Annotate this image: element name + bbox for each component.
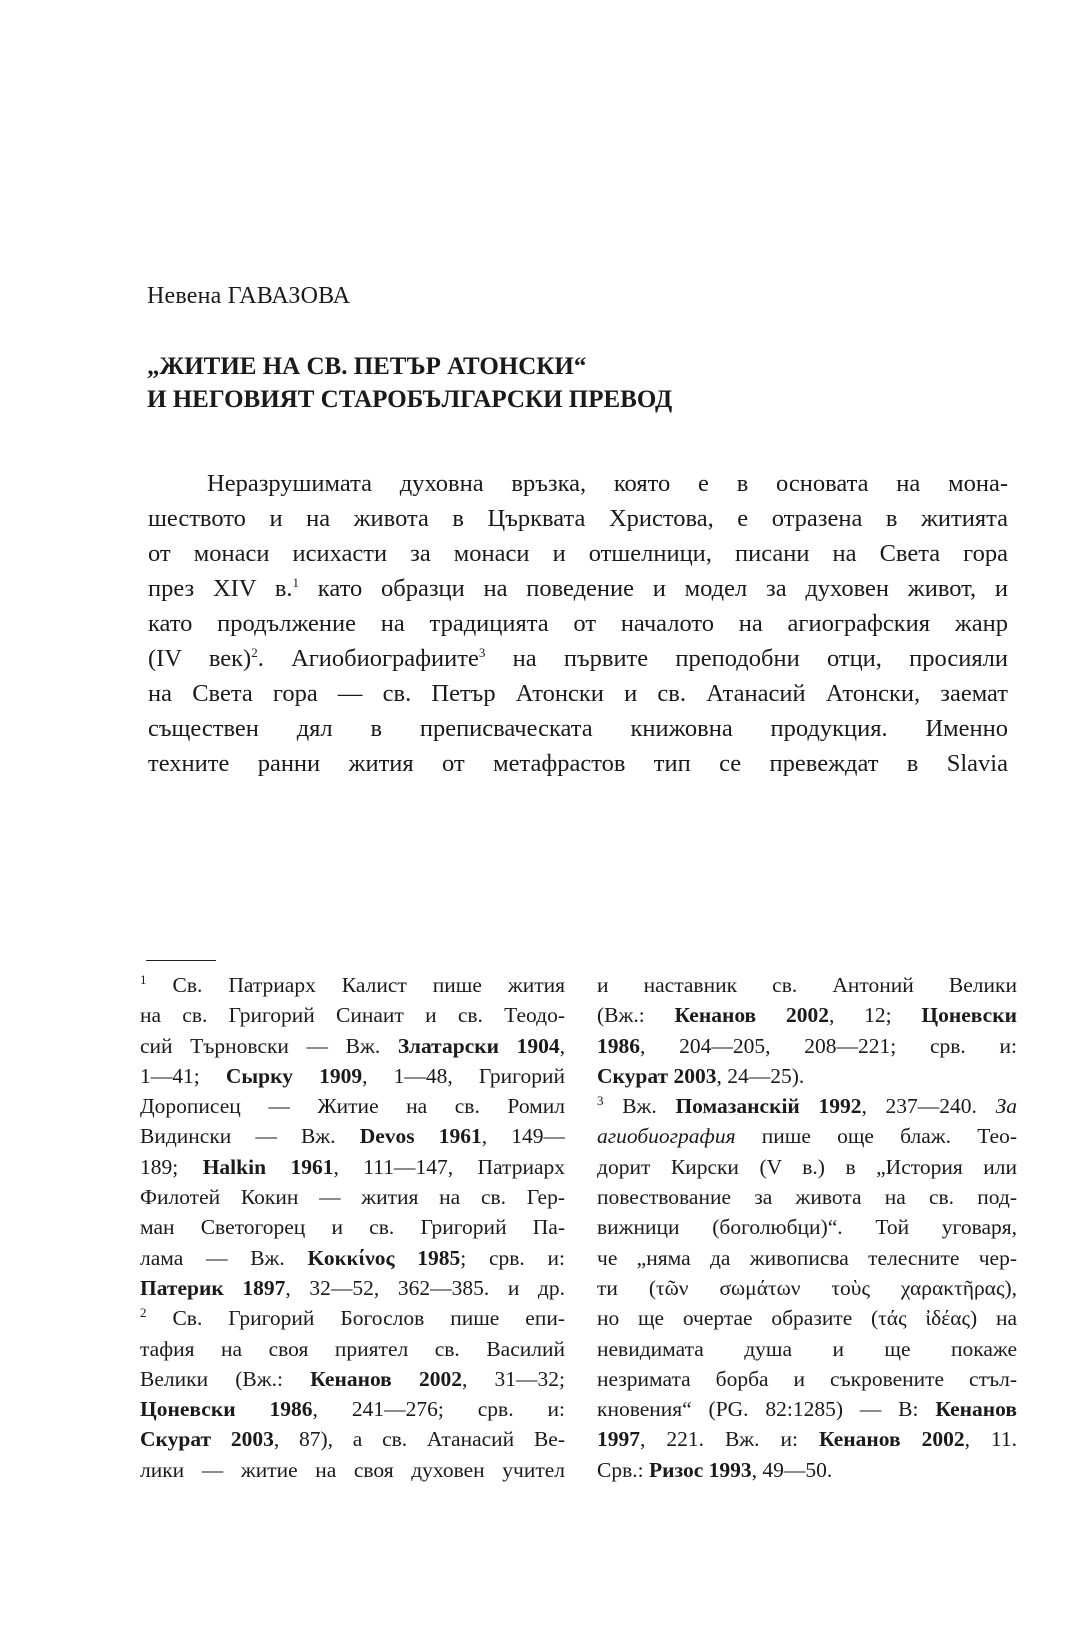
footnote-2-line: лики — житие на своя духовен учител bbox=[140, 1457, 565, 1482]
footnote-3-line: повествование за живота на св. под- bbox=[597, 1185, 1017, 1210]
footnote-divider bbox=[146, 960, 216, 961]
footnote-1-line: Патерик 1897, 32—52, 362—385. и др. bbox=[140, 1275, 565, 1300]
footnote-1-line: ман Светогорец и св. Григорий Па- bbox=[140, 1215, 565, 1240]
body-line-2: шеството и на живота в Църквата Христова, е отразена в житията bbox=[148, 505, 1008, 532]
footnote-1-line: на св. Григорий Синаит и св. Теодо- bbox=[140, 1003, 565, 1028]
footnote-2-line: и наставник св. Антоний Велики bbox=[597, 973, 1017, 997]
footnotes-right-column bbox=[597, 970, 1017, 1485]
footnote-2-line: 1986, 204—205, 208—221; срв. и: bbox=[597, 1033, 1017, 1058]
title-line-1: „ЖИТИЕ НА СВ. ПЕТЪР АТОНСКИ“ bbox=[147, 353, 587, 380]
body-line-8: съществен дял в преписваческата книжовна продукция. Именно bbox=[148, 715, 1008, 742]
footnote-1-line: $^1$ Св. Патриарх Калист пише жития bbox=[140, 971, 565, 997]
footnote-2-line: Велики (Вж.: Кенанов 2002, 31—32; bbox=[140, 1366, 565, 1391]
footnote-3-line: 1997, 221. Вж. и: Кенанов 2002, 11. bbox=[597, 1427, 1017, 1452]
footnote-1-line: Видински — Вж. Devos 1961, 149— bbox=[140, 1124, 565, 1149]
body-line-9: техните ранни жития от метафрастов тип се превеждат в Slavia bbox=[148, 750, 1008, 777]
footnote-ref-1[interactable]: 1 bbox=[292, 574, 300, 590]
article-title bbox=[147, 350, 947, 416]
body-line-3: от монаси исихасти за монаси и отшелници, писани на Света гора bbox=[148, 540, 1008, 567]
footnote-3-line: ти (τῶν σωμάτων τοὺς χαρακτῆρας), bbox=[597, 1275, 1017, 1300]
footnote-3-line: невидимата душа и ще покаже bbox=[597, 1336, 1017, 1361]
footnote-3-line: агиобиография пише още блаж. Тео- bbox=[597, 1124, 1017, 1149]
footnote-2-line: Скурат 2003, 87), а св. Атанасий Ве- bbox=[140, 1427, 565, 1452]
footnote-3-line: вижници (боголюбци)“. Той уговаря, bbox=[597, 1215, 1017, 1240]
footnote-3-line: незримата борба и съкровените стъл- bbox=[597, 1366, 1017, 1391]
footnote-3-line: кновения“ (PG. 82:1285) — В: Кенанов bbox=[597, 1397, 1017, 1422]
footnote-2-line: Скурат 2003, 24—25). bbox=[597, 1063, 805, 1088]
footnote-3-line: Срв.: Ризос 1993, 49—50. bbox=[597, 1457, 833, 1482]
main-paragraph bbox=[148, 466, 1008, 781]
body-line-6: (IV век)$^2$. Агиобиографиите$^3$ на първите преподобни отци, просияли bbox=[148, 644, 1008, 672]
footnote-1-line: 189; Halkin 1961, 111—147, Патриарх bbox=[140, 1154, 565, 1179]
body-line-7: на Света гора — св. Петър Атонски и св. Атанасий Атонски, заемат bbox=[148, 680, 1008, 707]
footnote-ref-2[interactable]: 2 bbox=[251, 644, 258, 660]
footnote-3-line: $^3$ Вж. Помазанскій 1992, 237—240. За bbox=[597, 1093, 1017, 1119]
footnote-ref-3[interactable]: 3 bbox=[478, 644, 486, 660]
title-line-2: И НЕГОВИЯТ СТАРОБЪЛГАРСКИ ПРЕВОД bbox=[147, 386, 673, 413]
footnote-1-line: лама — Вж. Κοκκίνος 1985; срв. и: bbox=[140, 1245, 565, 1270]
footnote-1-line: сий Търновски — Вж. Златарски 1904, bbox=[140, 1033, 565, 1058]
footnote-3-line: но ще очертае образите (τάς ἰδέας) на bbox=[597, 1306, 1017, 1331]
footnote-number-1: 1 bbox=[140, 971, 147, 987]
footnote-1-line: Дорописец — Житие на св. Ромил bbox=[140, 1094, 565, 1119]
footnotes-left-column bbox=[140, 970, 565, 1485]
footnote-2-line: Цоневски 1986, 241—276; срв. и: bbox=[140, 1397, 565, 1422]
body-line-1: Неразрушимата духовна връзка, която е в основата на мона- bbox=[207, 470, 1008, 497]
author-surname: ГАВАЗОВА bbox=[227, 283, 351, 309]
body-line-4: през XIV в.$^1$ като образци на поведение и модел за духовен живот, и bbox=[148, 574, 1008, 602]
footnote-number-3: 3 bbox=[597, 1093, 604, 1109]
footnote-number-2: 2 bbox=[140, 1305, 147, 1321]
footnote-3-line: че „няма да живописва телесните чер- bbox=[597, 1245, 1017, 1270]
footnote-2-line: тафия на своя приятел св. Василий bbox=[140, 1336, 565, 1361]
footnote-2-line: (Вж.: Кенанов 2002, 12; Цоневски bbox=[597, 1003, 1017, 1028]
footnote-2-line: $^2$ Св. Григорий Богослов пише епи- bbox=[140, 1305, 565, 1331]
author-first-name: Невена bbox=[147, 283, 222, 309]
footnote-1-line: Филотей Кокин — жития на св. Гер- bbox=[140, 1185, 565, 1210]
body-line-5: като продължение на традицията от началото на агиографския жанр bbox=[148, 610, 1008, 637]
footnote-1-line: 1—41; Сырку 1909, 1—48, Григорий bbox=[140, 1063, 565, 1088]
author-name bbox=[147, 283, 350, 310]
footnote-3-line: дорит Кирски (V в.) в „История или bbox=[597, 1154, 1017, 1179]
